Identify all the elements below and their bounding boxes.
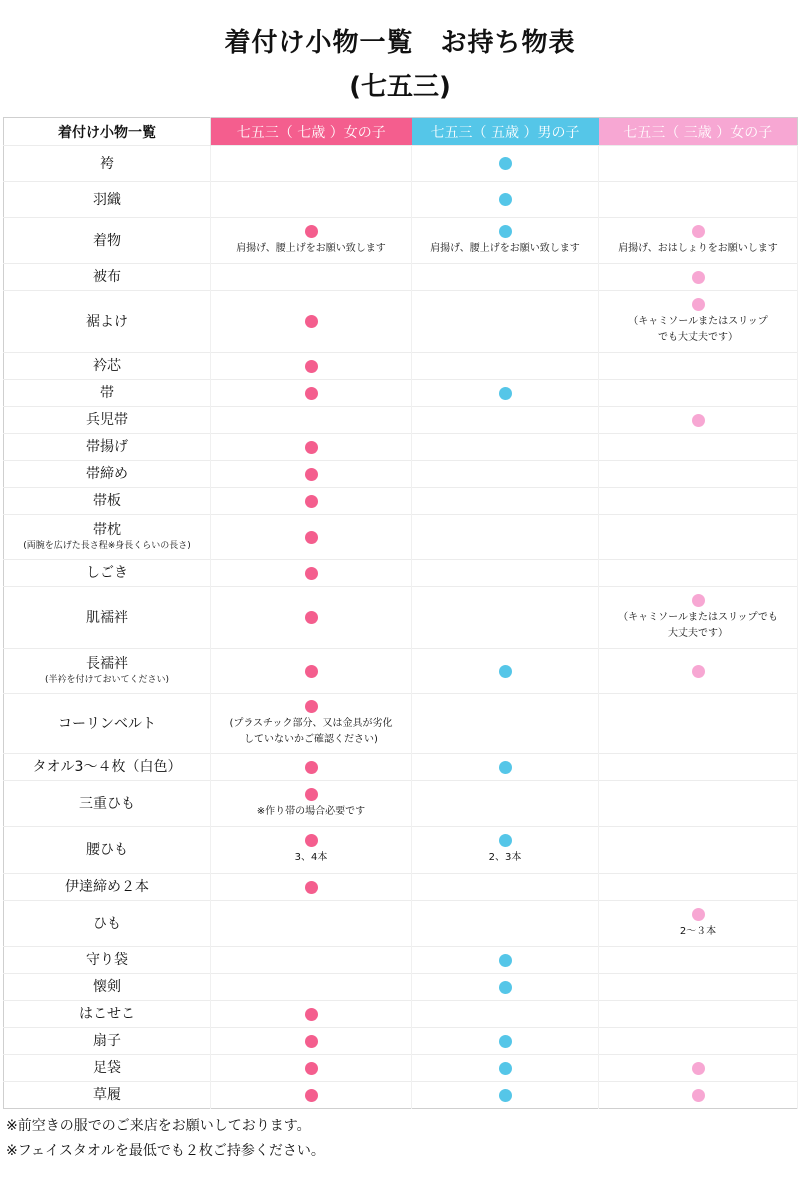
cell-girl-7 [211, 874, 412, 901]
cell-boy-5 [412, 560, 599, 587]
table-row [4, 407, 798, 434]
item-name: 草履 [93, 1087, 121, 1103]
item-name-cell [4, 380, 211, 407]
item-name-cell [4, 264, 211, 291]
cell-boy-5 [412, 649, 599, 694]
table-row [4, 649, 798, 694]
cell-girl-3 [599, 353, 798, 380]
required-dot-icon [305, 665, 318, 678]
item-name: 扇子 [93, 1033, 121, 1049]
table-row [4, 380, 798, 407]
item-name-cell [4, 781, 211, 827]
cell-boy-5 [412, 1055, 599, 1082]
header-item-name: 着付け小物一覧 [4, 118, 211, 146]
page-subtitle: (七五三) [349, 72, 451, 102]
footnote: ※フェイスタオルを最低でも２枚ご持参ください。 [6, 1143, 325, 1159]
table-row [4, 1028, 798, 1055]
header-girl-7: 七五三（ 七歳 ）女の子 [211, 118, 412, 146]
required-dot-icon [692, 1089, 705, 1102]
header-boy-5: 七五三（ 五歳 ）男の子 [412, 118, 599, 146]
item-name-note: (両腕を広げた長さ程※身長くらいの長さ) [23, 541, 191, 551]
table-row [4, 947, 798, 974]
cell-girl-3 [599, 146, 798, 182]
required-dot-icon [305, 1008, 318, 1021]
item-name: ひも [93, 915, 121, 932]
item-name: しごき [86, 565, 128, 581]
item-name-cell [4, 353, 211, 380]
cell-girl-7 [211, 754, 412, 781]
table-row [4, 974, 798, 1001]
required-dot-icon [305, 1089, 318, 1102]
cell-girl-7 [211, 488, 412, 515]
item-name-cell [4, 587, 211, 649]
cell-girl-3 [599, 874, 798, 901]
cell-boy-5 [412, 380, 599, 407]
cell-boy-5 [412, 488, 599, 515]
item-name-cell [4, 515, 211, 560]
item-name-cell [4, 901, 211, 947]
item-name-cell [4, 291, 211, 353]
cell-girl-3 [599, 461, 798, 488]
required-dot-icon [305, 315, 318, 328]
required-dot-icon [499, 225, 512, 238]
cell-note: （キャミソールまたはスリップ でも大丈夫です） [628, 315, 768, 343]
cell-boy-5 [412, 1001, 599, 1028]
required-dot-icon [499, 157, 512, 170]
required-dot-icon [305, 788, 318, 801]
cell-boy-5 [412, 587, 599, 649]
cell-girl-7 [211, 291, 412, 353]
item-name: 被布 [93, 269, 121, 285]
required-dot-icon [692, 908, 705, 921]
cell-note: 2〜３本 [679, 925, 717, 937]
table-row [4, 182, 798, 218]
page-title: 着付け小物一覧 お持ち物表 [224, 28, 576, 58]
table-row [4, 434, 798, 461]
item-name: 伊達締め２本 [65, 879, 149, 895]
cell-girl-3 [599, 827, 798, 874]
item-name: 帯枕 [93, 522, 121, 538]
cell-girl-3 [599, 1001, 798, 1028]
table-row [4, 218, 798, 264]
items-table [3, 117, 798, 1109]
cell-girl-7 [211, 947, 412, 974]
cell-girl-3 [599, 1028, 798, 1055]
required-dot-icon [305, 531, 318, 544]
required-dot-icon [499, 387, 512, 400]
cell-girl-7 [211, 649, 412, 694]
item-name-cell [4, 1001, 211, 1028]
cell-note: 3、4本 [294, 852, 328, 863]
item-name: はこせこ [79, 1006, 135, 1022]
table-row [4, 461, 798, 488]
cell-girl-7 [211, 560, 412, 587]
required-dot-icon [499, 954, 512, 967]
cell-girl-3 [599, 434, 798, 461]
cell-girl-7 [211, 694, 412, 754]
item-name-cell [4, 754, 211, 781]
cell-girl-3 [599, 291, 798, 353]
required-dot-icon [499, 665, 512, 678]
required-dot-icon [499, 1062, 512, 1075]
table-row [4, 264, 798, 291]
footnote: ※前空きの服でのご来店をお願いしております。 [6, 1118, 311, 1134]
cell-girl-3 [599, 974, 798, 1001]
table-row [4, 291, 798, 353]
required-dot-icon [305, 881, 318, 894]
cell-boy-5 [412, 434, 599, 461]
cell-girl-7 [211, 407, 412, 434]
item-name: 羽織 [93, 191, 121, 208]
table-row [4, 1055, 798, 1082]
required-dot-icon [305, 834, 318, 847]
item-name-cell [4, 434, 211, 461]
item-name-cell [4, 947, 211, 974]
cell-girl-3 [599, 1055, 798, 1082]
cell-boy-5 [412, 781, 599, 827]
cell-girl-7 [211, 781, 412, 827]
required-dot-icon [499, 1089, 512, 1102]
cell-boy-5 [412, 264, 599, 291]
item-name: 帯締め [86, 466, 128, 482]
table-row [4, 488, 798, 515]
required-dot-icon [692, 1062, 705, 1075]
cell-note: (プラスチック部分、又は金具が劣化 していないかご確認ください) [229, 717, 393, 745]
required-dot-icon [305, 495, 318, 508]
table-row [4, 827, 798, 874]
cell-girl-3 [599, 407, 798, 434]
table-row [4, 781, 798, 827]
cell-girl-3 [599, 488, 798, 515]
required-dot-icon [692, 298, 705, 311]
cell-girl-7 [211, 1001, 412, 1028]
header-girl-3: 七五三（ 三歳 ）女の子 [599, 118, 798, 146]
item-name: 衿芯 [93, 358, 121, 374]
table-row [4, 515, 798, 560]
table-row [4, 353, 798, 380]
required-dot-icon [305, 611, 318, 624]
table-row [4, 146, 798, 182]
cell-boy-5 [412, 827, 599, 874]
item-name-cell [4, 146, 211, 182]
required-dot-icon [499, 834, 512, 847]
item-name: 兵児帯 [86, 412, 128, 428]
required-dot-icon [692, 414, 705, 427]
item-name: 帯揚げ [86, 439, 128, 455]
item-name-cell [4, 974, 211, 1001]
item-name: 袴 [100, 155, 114, 172]
cell-girl-7 [211, 146, 412, 182]
item-name: 守り袋 [86, 952, 128, 968]
cell-girl-7 [211, 461, 412, 488]
cell-girl-7 [211, 353, 412, 380]
cell-girl-7 [211, 515, 412, 560]
cell-boy-5 [412, 947, 599, 974]
cell-boy-5 [412, 874, 599, 901]
cell-girl-7 [211, 434, 412, 461]
cell-girl-3 [599, 781, 798, 827]
cell-girl-3 [599, 182, 798, 218]
required-dot-icon [305, 441, 318, 454]
cell-boy-5 [412, 1082, 599, 1109]
cell-girl-7 [211, 264, 412, 291]
required-dot-icon [692, 271, 705, 284]
required-dot-icon [305, 360, 318, 373]
table-row [4, 901, 798, 947]
required-dot-icon [305, 468, 318, 481]
cell-boy-5 [412, 461, 599, 488]
table-row [4, 694, 798, 754]
table-row [4, 754, 798, 781]
table-row [4, 587, 798, 649]
required-dot-icon [692, 594, 705, 607]
cell-girl-7 [211, 218, 412, 264]
cell-girl-3 [599, 560, 798, 587]
cell-girl-3 [599, 947, 798, 974]
cell-girl-3 [599, 218, 798, 264]
item-name-cell [4, 488, 211, 515]
cell-girl-3 [599, 754, 798, 781]
cell-boy-5 [412, 754, 599, 781]
item-name: 着物 [93, 232, 121, 249]
item-name: 懐剣 [93, 979, 121, 995]
required-dot-icon [305, 700, 318, 713]
cell-boy-5 [412, 146, 599, 182]
item-name-cell [4, 694, 211, 754]
cell-note: 肩揚げ、腰上げをお願い致します [430, 242, 580, 254]
cell-girl-7 [211, 901, 412, 947]
cell-girl-7 [211, 1082, 412, 1109]
item-name-cell [4, 407, 211, 434]
table-row [4, 1001, 798, 1028]
cell-boy-5 [412, 901, 599, 947]
item-name: 腰ひも [86, 842, 128, 858]
cell-girl-7 [211, 827, 412, 874]
table-row [4, 1082, 798, 1109]
cell-girl-7 [211, 587, 412, 649]
item-name-cell [4, 461, 211, 488]
item-name-cell [4, 649, 211, 694]
cell-girl-7 [211, 974, 412, 1001]
cell-boy-5 [412, 182, 599, 218]
cell-boy-5 [412, 1028, 599, 1055]
item-name-cell [4, 827, 211, 874]
item-name-cell [4, 560, 211, 587]
item-name: コーリンベルト [58, 715, 156, 732]
required-dot-icon [305, 1035, 318, 1048]
item-name-cell [4, 218, 211, 264]
cell-boy-5 [412, 974, 599, 1001]
required-dot-icon [499, 1035, 512, 1048]
cell-boy-5 [412, 694, 599, 754]
required-dot-icon [692, 665, 705, 678]
item-name-cell [4, 1055, 211, 1082]
cell-note: （キャミソールまたはスリップでも 大丈夫です） [618, 611, 778, 639]
cell-boy-5 [412, 353, 599, 380]
required-dot-icon [305, 225, 318, 238]
required-dot-icon [305, 761, 318, 774]
table-row [4, 874, 798, 901]
required-dot-icon [305, 1062, 318, 1075]
required-dot-icon [305, 387, 318, 400]
item-name: 帯板 [93, 493, 121, 509]
cell-girl-3 [599, 587, 798, 649]
cell-girl-7 [211, 182, 412, 218]
required-dot-icon [499, 193, 512, 206]
item-name: 足袋 [93, 1060, 121, 1076]
cell-girl-3 [599, 515, 798, 560]
item-name: 三重ひも [79, 795, 135, 812]
cell-girl-3 [599, 380, 798, 407]
item-name: 裾よけ [86, 313, 128, 330]
table-header-row [4, 118, 798, 146]
cell-girl-7 [211, 1028, 412, 1055]
required-dot-icon [499, 981, 512, 994]
item-name: タオル3〜４枚（白色） [32, 759, 182, 775]
cell-boy-5 [412, 407, 599, 434]
cell-girl-3 [599, 649, 798, 694]
cell-girl-3 [599, 901, 798, 947]
required-dot-icon [692, 225, 705, 238]
item-name-cell [4, 1028, 211, 1055]
cell-note: ※作り帯の場合必要です [256, 805, 366, 817]
item-name-cell [4, 874, 211, 901]
cell-girl-3 [599, 694, 798, 754]
item-name: 長襦袢 [86, 656, 128, 672]
cell-note: 2、3本 [488, 852, 522, 863]
item-name: 帯 [100, 385, 114, 401]
required-dot-icon [305, 567, 318, 580]
cell-boy-5 [412, 218, 599, 264]
cell-girl-3 [599, 264, 798, 291]
item-name: 肌襦袢 [86, 609, 128, 626]
required-dot-icon [499, 761, 512, 774]
cell-girl-3 [599, 1082, 798, 1109]
item-name-cell [4, 182, 211, 218]
cell-note: 肩揚げ、おはしょりをお願いします [618, 242, 778, 254]
cell-girl-7 [211, 1055, 412, 1082]
cell-boy-5 [412, 291, 599, 353]
table-row [4, 560, 798, 587]
item-name-cell [4, 1082, 211, 1109]
cell-note: 肩揚げ、腰上げをお願い致します [236, 242, 386, 254]
cell-girl-7 [211, 380, 412, 407]
cell-boy-5 [412, 515, 599, 560]
item-name-note: (半衿を付けておいてください) [44, 675, 170, 685]
